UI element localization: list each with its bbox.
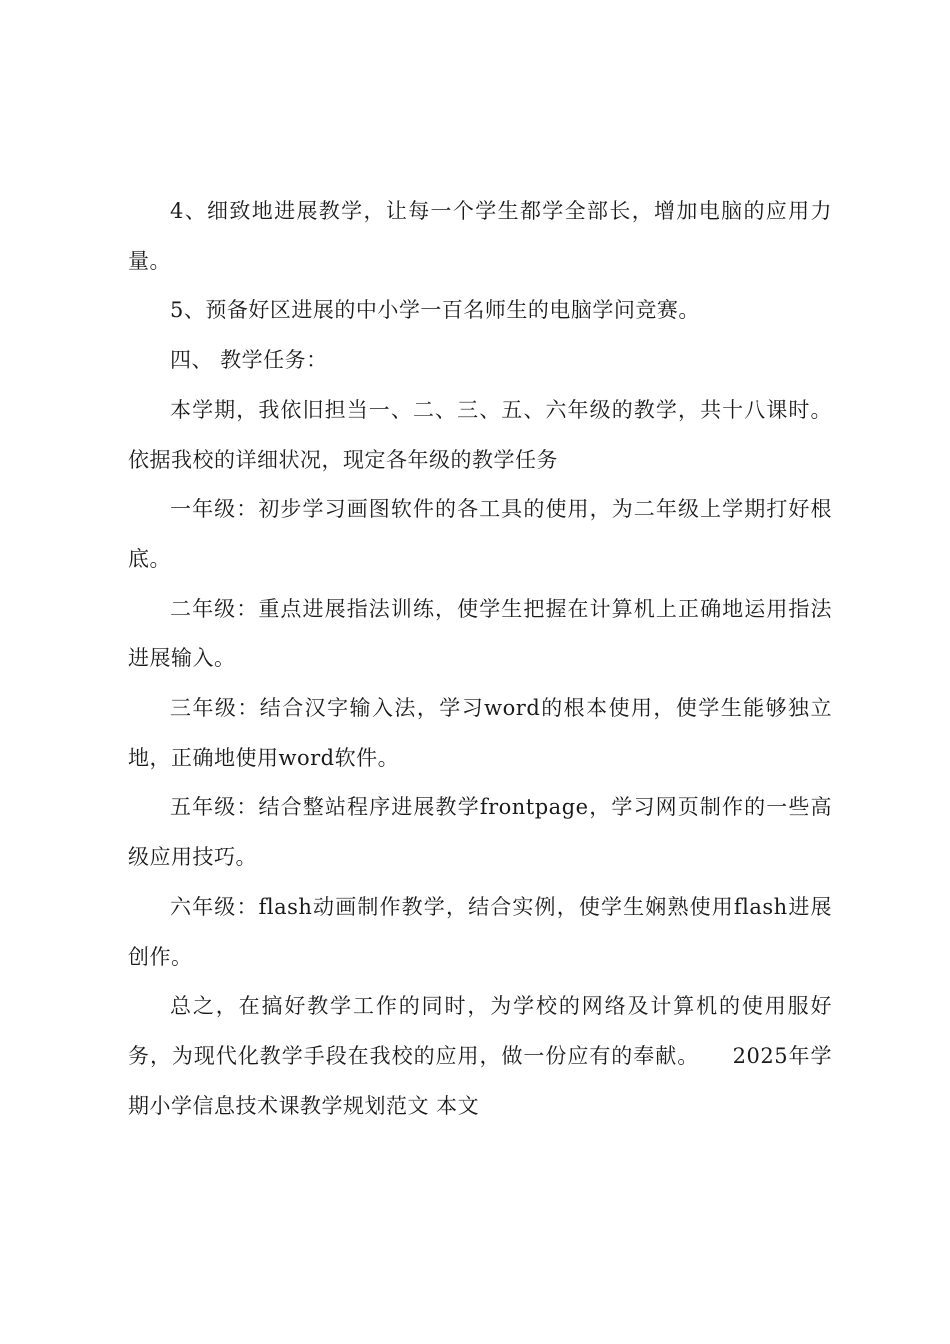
document-body: [128, 187, 832, 1131]
paragraph-grade-6: 六年级：flash动画制作教学，结合实例，使学生娴熟使用flash进展创作。: [128, 894, 832, 969]
paragraph-grade-3: 三年级：结合汉字输入法，学习word的根本使用，使学生能够独立地，正确地使用word软件。: [128, 696, 832, 770]
paragraph-item-5: 5、预备好区进展的中小学一百名师生的电脑学问竞赛。: [170, 298, 700, 323]
paragraph-semester-overview: 本学期，我依旧担当一、二、三、五、六年级的教学，共十八课时。依据我校的详细状况，现定各年级的教学任务: [128, 397, 832, 472]
section-heading-teaching-tasks: 四、 教学任务：: [170, 348, 328, 373]
paragraph-grade-1: 一年级：初步学习画图软件的各工具的使用，为二年级上学期打好根底。: [128, 497, 832, 571]
paragraph-grade-2: 二年级：重点进展指法训练，使学生把握在计算机上正确地运用指法进展输入。: [128, 596, 832, 671]
paragraph-grade-5: 五年级：结合整站程序进展教学frontpage，学习网页制作的一些高级应用技巧。: [128, 795, 832, 870]
paragraph-item-4: 4、细致地进展教学，让每一个学生都学全部长，增加电脑的应用力量。: [128, 199, 832, 273]
paragraph-summary: 总之，在搞好教学工作的同时，为学校的网络及计算机的使用服好务，为现代化教学手段在我校的应用，做一份应有的奉献。 2025年学期小学信息技术课教学规划范文 本文: [128, 994, 832, 1118]
